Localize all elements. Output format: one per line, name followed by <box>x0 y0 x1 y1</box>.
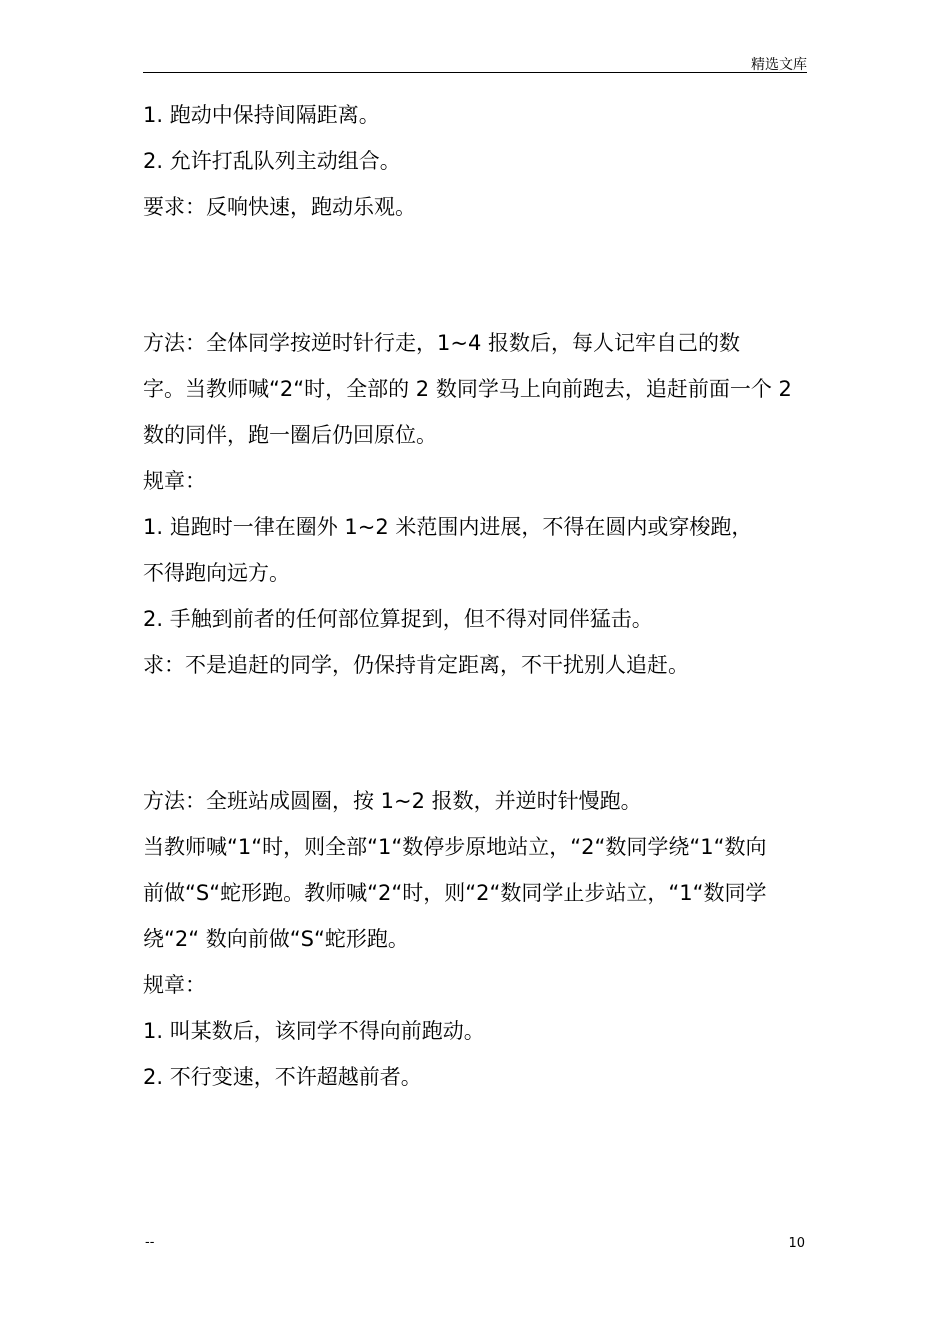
document-body <box>143 92 823 1100</box>
text-line: 字。当教师喊“2“时，全部的 2 数同学马上向前跑去，追赶前面一个 2 <box>143 377 792 401</box>
text-line: 当教师喊“1“时，则全部“1“数停步原地站立，“2“数同学绕“1“数向 <box>143 835 767 859</box>
text-line: 求：不是追赶的同学，仍保持肯定距离，不干扰别人追赶。 <box>143 653 689 677</box>
section-3 <box>143 778 823 1100</box>
text-line: 1. 跑动中保持间隔距离。 <box>143 103 380 127</box>
page-number: 10 <box>788 1236 805 1251</box>
text-line: 1. 叫某数后，该同学不得向前跑动。 <box>143 1019 485 1043</box>
text-line: 规章： <box>143 973 206 997</box>
section-gap <box>143 688 823 778</box>
section-1 <box>143 92 823 230</box>
text-line: 2. 手触到前者的任何部位算捉到，但不得对同伴猛击。 <box>143 607 653 631</box>
text-line: 绕“2“ 数向前做“S“蛇形跑。 <box>143 927 409 951</box>
section-gap <box>143 230 823 320</box>
text-line: 1. 追跑时一律在圈外 1~2 米范围内进展，不得在圆内或穿梭跑， <box>143 515 753 539</box>
section-2 <box>143 320 823 688</box>
text-line: 方法：全班站成圆圈，按 1~2 报数，并逆时针慢跑。 <box>143 789 642 813</box>
header-rule <box>143 72 807 73</box>
text-line: 前做“S“蛇形跑。教师喊“2“时，则“2“数同学止步站立，“1“数同学 <box>143 881 767 905</box>
header-label: 精选文库 <box>751 57 807 73</box>
footer-marker: -- <box>145 1235 155 1250</box>
text-line: 要求：反响快速，跑动乐观。 <box>143 195 416 219</box>
text-line: 方法：全体同学按逆时针行走，1~4 报数后，每人记牢自己的数 <box>143 331 740 355</box>
text-line: 规章： <box>143 469 206 493</box>
text-line: 数的同伴，跑一圈后仍回原位。 <box>143 423 437 447</box>
text-line: 2. 允许打乱队列主动组合。 <box>143 149 401 173</box>
text-line: 2. 不行变速，不许超越前者。 <box>143 1065 422 1089</box>
text-line: 不得跑向远方。 <box>143 561 290 585</box>
